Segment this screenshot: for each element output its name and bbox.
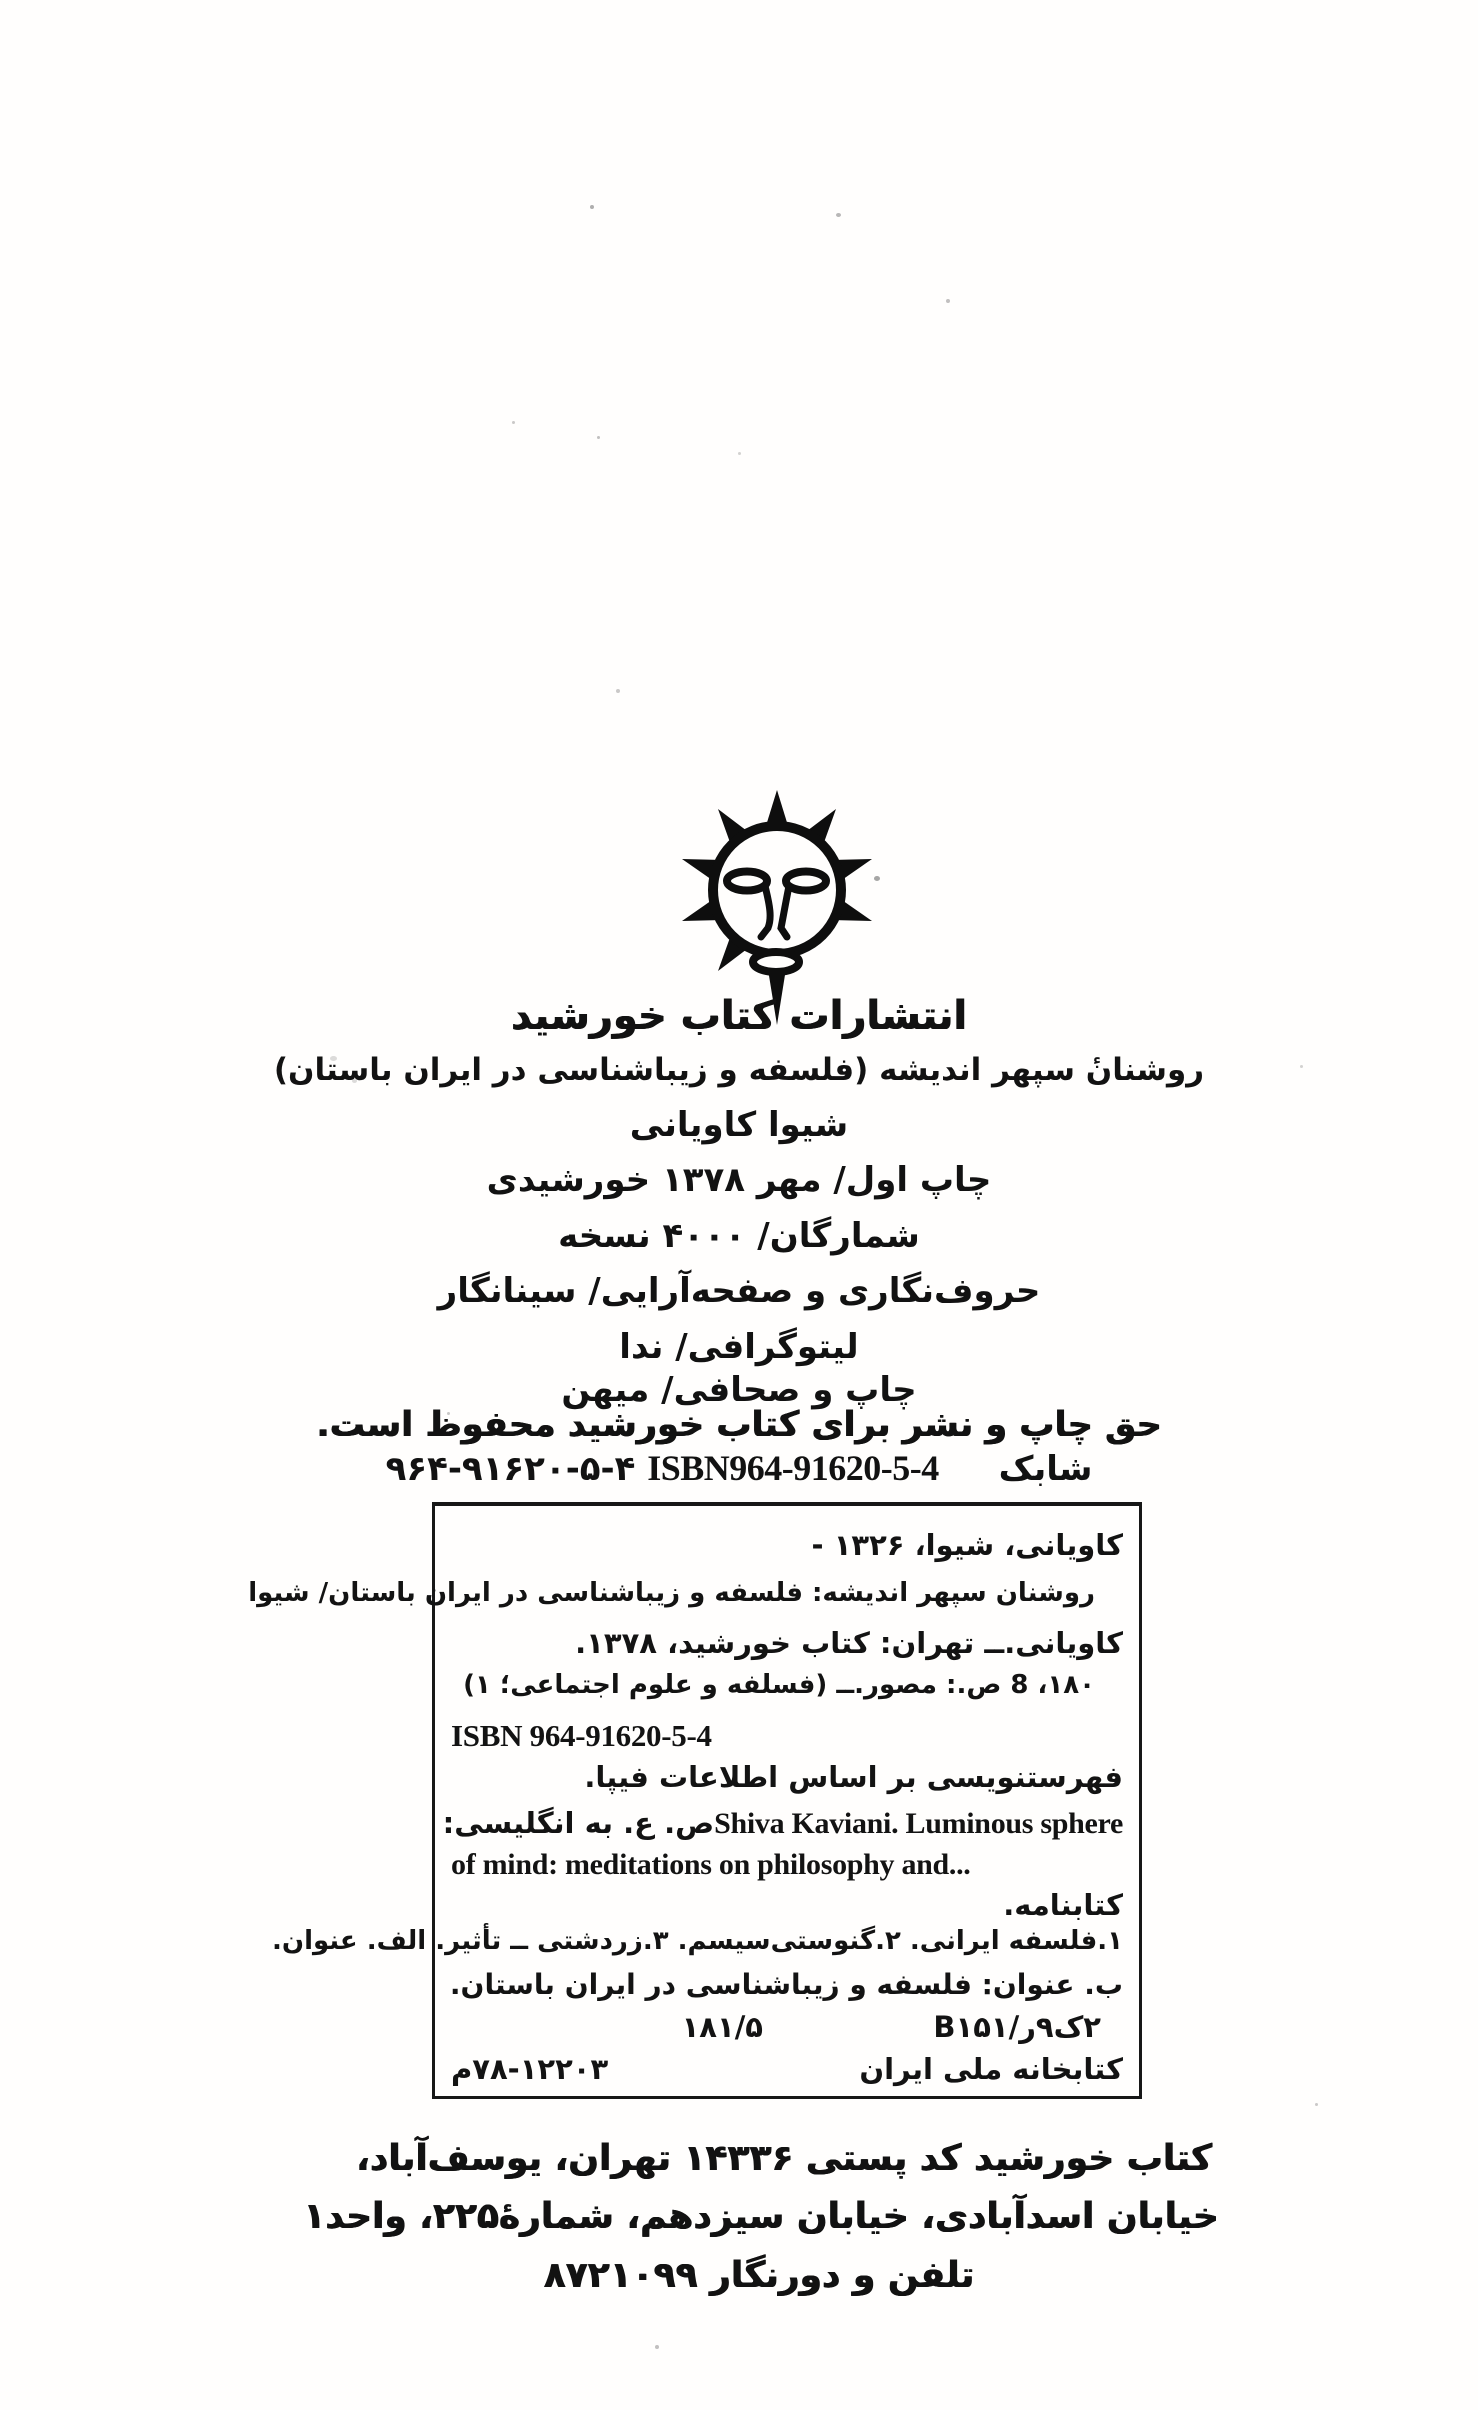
shabak-number-fa: ۹۶۴-۹۱۶۲۰-۵-۴ bbox=[385, 1449, 636, 1489]
cip-english-title-label: ص. ع. به انگلیسی: bbox=[442, 1806, 715, 1840]
edition-line: چاپ اول/ مهر ۱۳۷۸ خورشیدی bbox=[486, 1160, 992, 1200]
cip-call-number-lc: B۱۵۱/ر۹ک۲ bbox=[933, 2010, 1101, 2044]
cip-english-title-2: of mind: meditations on philosophy and... bbox=[451, 1848, 971, 1881]
address-line-2: خیابان اسدآبادی، خیابان سیزدهم، شمارهٔ۲۲۵، واحد۱ bbox=[303, 2196, 1219, 2237]
shabak-label: شابک bbox=[998, 1449, 1093, 1489]
cip-fipa-note: فهرستنویسی بر اساس اطلاعات فیپا. bbox=[584, 1760, 1123, 1794]
scan-noise-speck bbox=[597, 436, 600, 439]
scan-noise-speck bbox=[1315, 2103, 1318, 2106]
cip-subjects: ۱.فلسفه ایرانی. ۲.گنوستی‌سیسم. ۳.زردشتی ــ تأثیر. الف. عنوان. bbox=[272, 1926, 1123, 1956]
cip-national-library: کتابخانه ملی ایران bbox=[859, 2052, 1123, 2086]
scan-noise-speck bbox=[447, 1412, 450, 1415]
cip-call-number-dewey: ۱۸۱/۵ bbox=[681, 2010, 763, 2044]
cip-title-line: روشنان سپهر اندیشه: فلسفه و زیباشناسی در ایران باستان/ شیوا bbox=[248, 1578, 1095, 1608]
author-line: شیوا کاویانی bbox=[629, 1105, 849, 1145]
cip-added-title: ب. عنوان: فلسفه و زیباشناسی در ایران باستان. bbox=[449, 1968, 1123, 2001]
scan-noise-speck bbox=[352, 1079, 357, 1083]
cip-bibliography-note: کتابنامه. bbox=[1003, 1888, 1123, 1922]
cip-box bbox=[248, 1502, 1142, 2099]
address-line-1: کتاب خورشید کد پستی ۱۴۳۳۶ تهران، یوسف‌آباد، bbox=[356, 2138, 1212, 2179]
sun-face-logo-icon bbox=[660, 778, 895, 1028]
scan-noise-speck bbox=[590, 205, 594, 209]
scan-noise-speck bbox=[655, 2345, 659, 2349]
publisher-title: انتشارات کتاب خورشید bbox=[510, 993, 968, 1039]
isbn-line bbox=[0, 1447, 1478, 1489]
book-title-line: روشنانٔ سپهر اندیشه (فلسفه و زیباشناسی در ایران باستان) bbox=[273, 1052, 1205, 1088]
scan-noise-speck bbox=[512, 421, 515, 424]
scan-noise-speck bbox=[1300, 1065, 1303, 1068]
scan-noise-speck bbox=[616, 689, 620, 693]
cip-english-title-1: Shiva Kaviani. Luminous sphere bbox=[714, 1807, 1123, 1840]
cip-call-numbers-row bbox=[451, 2010, 1123, 2050]
cip-english-title-row bbox=[442, 1806, 1123, 1841]
scan-noise-speck bbox=[874, 876, 880, 881]
cip-imprint-line: کاویانی.ــ تهران: کتاب خورشید، ۱۳۷۸. bbox=[575, 1626, 1123, 1660]
scan-noise-speck bbox=[738, 452, 741, 455]
address-phone-line: تلفن و دورنگار ۸۷۲۱۰۹۹ bbox=[543, 2255, 975, 2296]
printing-binding-line: چاپ و صحافی/ میهن bbox=[561, 1370, 917, 1410]
copyright-line: حق چاپ و نشر برای کتاب خورشید محفوظ است. bbox=[316, 1405, 1162, 1445]
print-run-line: شمارگان/ ۴۰۰۰ نسخه bbox=[558, 1216, 920, 1256]
cip-nbn: م۷۸-۱۲۲۰۳ bbox=[451, 2052, 609, 2086]
isbn-english: ISBN964-91620-5-4 bbox=[647, 1448, 939, 1488]
cip-isbn: ISBN 964-91620-5-4 bbox=[451, 1718, 712, 1753]
typesetting-line: حروف‌نگاری و صفحه‌آرایی/ سینانگار bbox=[437, 1271, 1041, 1311]
lithography-line: لیتوگرافی/ ندا bbox=[619, 1327, 859, 1367]
cip-collation-line: ۱۸۰، 8 ص.: مصور.ــ (فسلفه و علوم اجتماعی؛ ۱) bbox=[463, 1670, 1095, 1700]
scan-noise-speck bbox=[330, 1056, 337, 1061]
scan-noise-speck bbox=[836, 213, 841, 217]
cip-national-library-row bbox=[451, 2052, 1123, 2086]
scan-noise-speck bbox=[946, 299, 950, 303]
cip-author-heading: کاویانی، شیوا، ۱۳۲۶ - bbox=[811, 1528, 1123, 1562]
